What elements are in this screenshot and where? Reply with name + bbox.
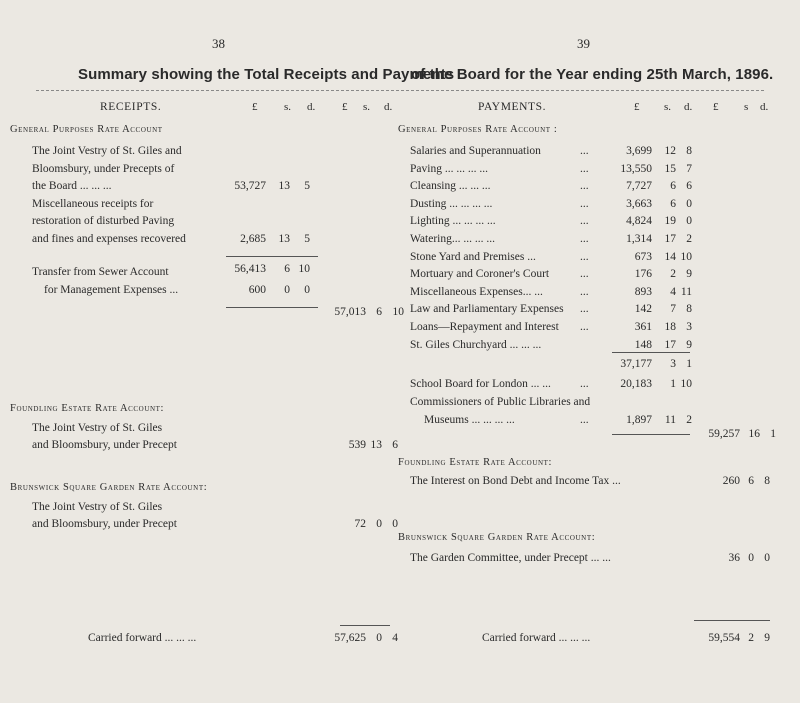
general-total-shillings: 6 — [376, 306, 382, 318]
amount-pounds: 600 — [248, 284, 266, 296]
carried-pence: 9 — [764, 632, 770, 644]
payment-item-pence: 9 — [686, 268, 692, 280]
payment-item-dots: ... — [580, 198, 589, 210]
payment-item-shillings: 12 — [664, 145, 676, 157]
payment-item-pence: 0 — [686, 198, 692, 210]
payment-item-dots: ... — [580, 268, 589, 280]
total-rule — [226, 307, 318, 308]
amount-pounds: 2,685 — [240, 233, 266, 245]
misc-line: and fines and expenses recovered — [32, 233, 186, 245]
subtotal-pence: 1 — [686, 358, 692, 370]
payment-item-shillings: 6 — [670, 198, 676, 210]
payment-item-pounds: 3,663 — [626, 198, 652, 210]
payment-item-pounds: 176 — [634, 268, 652, 280]
foundling-pence: 8 — [764, 475, 770, 487]
payments-brunswick-title: Brunswick Square Garden Rate Account: — [398, 532, 596, 543]
amount-shillings: 0 — [284, 284, 290, 296]
brunswick-line: The Joint Vestry of St. Giles — [32, 501, 163, 513]
carried-forward-label: Carried forward ... ... ... — [482, 632, 591, 644]
payment-item-dots: ... — [580, 145, 589, 157]
col-pence: d. — [684, 101, 693, 113]
payment-item-shillings: 2 — [670, 268, 676, 280]
payment-item-shillings: 19 — [664, 215, 676, 227]
school-board-shillings: 1 — [670, 378, 676, 390]
col-pounds: £ — [252, 101, 258, 113]
foundling-pounds: 260 — [722, 475, 740, 487]
amount-pounds: 53,727 — [234, 180, 266, 192]
payment-item-shillings: 15 — [664, 163, 676, 175]
brunswick-line: and Bloomsbury, under Precept — [32, 518, 177, 530]
amount-shillings: 13 — [278, 233, 290, 245]
title-left: Summary showing the Total Receipts and Payments — [78, 66, 455, 83]
vestry-line: Bloomsbury, under Precepts of — [32, 163, 175, 175]
brunswick-pounds: 36 — [728, 552, 740, 564]
vestry-line: The Joint Vestry of St. Giles and — [32, 145, 182, 157]
payment-item-pence: 7 — [686, 163, 692, 175]
foundling-interest-label: The Interest on Bond Debt and Income Tax ... — [410, 475, 621, 487]
commissioners-pence: 2 — [686, 414, 692, 426]
col-shillings: s. — [284, 101, 292, 113]
commissioners-line: Commissioners of Public Libraries and — [410, 396, 591, 408]
receipts-general-title: General Purposes Rate Account — [10, 124, 163, 135]
payment-item-dots: ... — [580, 321, 589, 333]
brunswick-pence: 0 — [392, 518, 398, 530]
payment-item-label: Mortuary and Coroner's Court — [410, 268, 550, 280]
payment-item-pounds: 4,824 — [626, 215, 652, 227]
brunswick-pence: 0 — [764, 552, 770, 564]
payment-item-label: Loans—Repayment and Interest — [410, 321, 559, 333]
foundling-pounds: 539 — [348, 439, 366, 451]
general-total-pounds: 57,013 — [334, 306, 366, 318]
carried-pence: 4 — [392, 632, 398, 644]
subtotal-rule — [612, 352, 690, 353]
payment-item-shillings: 14 — [664, 251, 676, 263]
col-shillings-total: s. — [363, 101, 371, 113]
payment-item-pounds: 673 — [634, 251, 652, 263]
payment-item-pence: 6 — [686, 180, 692, 192]
subtotal-pounds: 56,413 — [234, 263, 266, 275]
transfer-line: Transfer from Sewer Account — [32, 266, 169, 278]
title-right: of the Board for the Year ending 25th March, 1896. — [411, 66, 774, 83]
payment-item-pence: 8 — [686, 303, 692, 315]
payment-item-dots: ... — [580, 286, 589, 298]
foundling-line: The Joint Vestry of St. Giles — [32, 422, 163, 434]
transfer-line: for Management Expenses ... — [44, 284, 179, 296]
payments-heading: PAYMENTS. — [478, 101, 547, 113]
carried-shillings: 0 — [376, 632, 382, 644]
payments-foundling-title: Foundling Estate Rate Account: — [398, 457, 553, 468]
misc-line: restoration of disturbed Paving — [32, 215, 175, 227]
payment-item-pounds: 361 — [634, 321, 652, 333]
carried-rule — [340, 625, 390, 626]
misc-line: Miscellaneous receipts for — [32, 198, 154, 210]
payment-item-shillings: 4 — [670, 286, 676, 298]
subtotal-rule — [226, 256, 318, 257]
amount-pence: 0 — [304, 284, 310, 296]
payment-item-label: Salaries and Superannuation — [410, 145, 541, 157]
payment-item-label: Cleansing ... ... ... — [410, 180, 491, 192]
general-total-shillings: 16 — [748, 428, 760, 440]
foundling-shillings: 6 — [748, 475, 754, 487]
col-shillings-total: s — [744, 101, 749, 113]
carried-shillings: 2 — [748, 632, 754, 644]
brunswick-shillings: 0 — [748, 552, 754, 564]
school-board-dots: ... — [580, 378, 589, 390]
receipts-brunswick-title: Brunswick Square Garden Rate Account: — [10, 482, 208, 493]
payment-item-dots: ... — [580, 303, 589, 315]
vestry-line: the Board ... ... ... — [32, 180, 112, 192]
carried-forward-label: Carried forward ... ... ... — [88, 632, 197, 644]
general-total-pounds: 59,257 — [708, 428, 740, 440]
payment-item-dots: ... — [580, 163, 589, 175]
payment-item-label: Lighting ... ... ... ... — [410, 215, 496, 227]
amount-pence: 5 — [304, 180, 310, 192]
garden-committee-label: The Garden Committee, under Precept ... ... — [410, 552, 611, 564]
receipts-foundling-title: Foundling Estate Rate Account: — [10, 403, 165, 414]
payment-item-pence: 10 — [680, 251, 692, 263]
carried-pounds: 59,554 — [708, 632, 740, 644]
payment-item-pounds: 893 — [634, 286, 652, 298]
payment-item-shillings: 18 — [664, 321, 676, 333]
col-pounds: £ — [634, 101, 640, 113]
carried-rule — [694, 620, 770, 621]
col-pence-total: d. — [384, 101, 393, 113]
payment-item-label: Miscellaneous Expenses... ... — [410, 286, 543, 298]
payment-item-label: Paving ... ... ... ... — [410, 163, 488, 175]
school-board-pounds: 20,183 — [620, 378, 652, 390]
payment-item-shillings: 6 — [670, 180, 676, 192]
payment-item-pounds: 13,550 — [620, 163, 652, 175]
payment-item-pence: 3 — [686, 321, 692, 333]
foundling-shillings: 13 — [370, 439, 382, 451]
payment-item-pounds: 1,314 — [626, 233, 652, 245]
brunswick-shillings: 0 — [376, 518, 382, 530]
payment-item-pounds: 148 — [634, 339, 652, 351]
payment-item-pence: 9 — [686, 339, 692, 351]
page-number-right: 39 — [577, 36, 590, 51]
payment-item-label: Stone Yard and Premises ... — [410, 251, 536, 263]
total-rule — [612, 434, 690, 435]
school-board-label: School Board for London ... ... — [410, 378, 551, 390]
payment-item-shillings: 7 — [670, 303, 676, 315]
col-pence-total: d. — [760, 101, 769, 113]
payment-item-label: Law and Parliamentary Expenses — [410, 303, 564, 315]
col-pence: d. — [307, 101, 316, 113]
payment-item-dots: ... — [580, 233, 589, 245]
brunswick-pounds: 72 — [354, 518, 366, 530]
payment-item-label: Dusting ... ... ... ... — [410, 198, 493, 210]
payment-item-dots: ... — [580, 251, 589, 263]
subtotal-shillings: 3 — [670, 358, 676, 370]
col-pounds-total: £ — [713, 101, 719, 113]
payment-item-pence: 2 — [686, 233, 692, 245]
carried-pounds: 57,625 — [334, 632, 366, 644]
payment-item-pence: 11 — [680, 286, 692, 298]
school-board-pence: 10 — [680, 378, 692, 390]
commissioners-line: Museums ... ... ... ... — [424, 414, 515, 426]
foundling-line: and Bloomsbury, under Precept — [32, 439, 177, 451]
commissioners-shillings: 11 — [664, 414, 676, 426]
receipts-heading: RECEIPTS. — [100, 101, 162, 113]
payment-item-pounds: 142 — [634, 303, 652, 315]
page-number-left: 38 — [212, 36, 225, 51]
header-rule — [36, 90, 764, 91]
payment-item-dots: ... — [580, 180, 589, 192]
payment-item-shillings: 17 — [664, 233, 676, 245]
col-shillings: s. — [664, 101, 672, 113]
payment-item-shillings: 17 — [664, 339, 676, 351]
general-total-pence: 1 — [770, 428, 776, 440]
amount-pence: 5 — [304, 233, 310, 245]
payment-item-pence: 8 — [686, 145, 692, 157]
payment-item-pence: 0 — [686, 215, 692, 227]
payments-general-title: General Purposes Rate Account : — [398, 124, 558, 135]
general-total-pence: 10 — [392, 306, 404, 318]
payment-item-pounds: 3,699 — [626, 145, 652, 157]
payment-item-label: Watering... ... ... ... — [410, 233, 495, 245]
amount-shillings: 13 — [278, 180, 290, 192]
col-pounds-total: £ — [342, 101, 348, 113]
subtotal-pence: 10 — [298, 263, 310, 275]
subtotal-shillings: 6 — [284, 263, 290, 275]
subtotal-pounds: 37,177 — [620, 358, 652, 370]
payment-item-dots: ... — [580, 215, 589, 227]
payment-item-pounds: 7,727 — [626, 180, 652, 192]
payment-item-label: St. Giles Churchyard ... ... ... — [410, 339, 542, 351]
foundling-pence: 6 — [392, 439, 398, 451]
commissioners-dots: ... — [580, 414, 589, 426]
commissioners-pounds: 1,897 — [626, 414, 652, 426]
